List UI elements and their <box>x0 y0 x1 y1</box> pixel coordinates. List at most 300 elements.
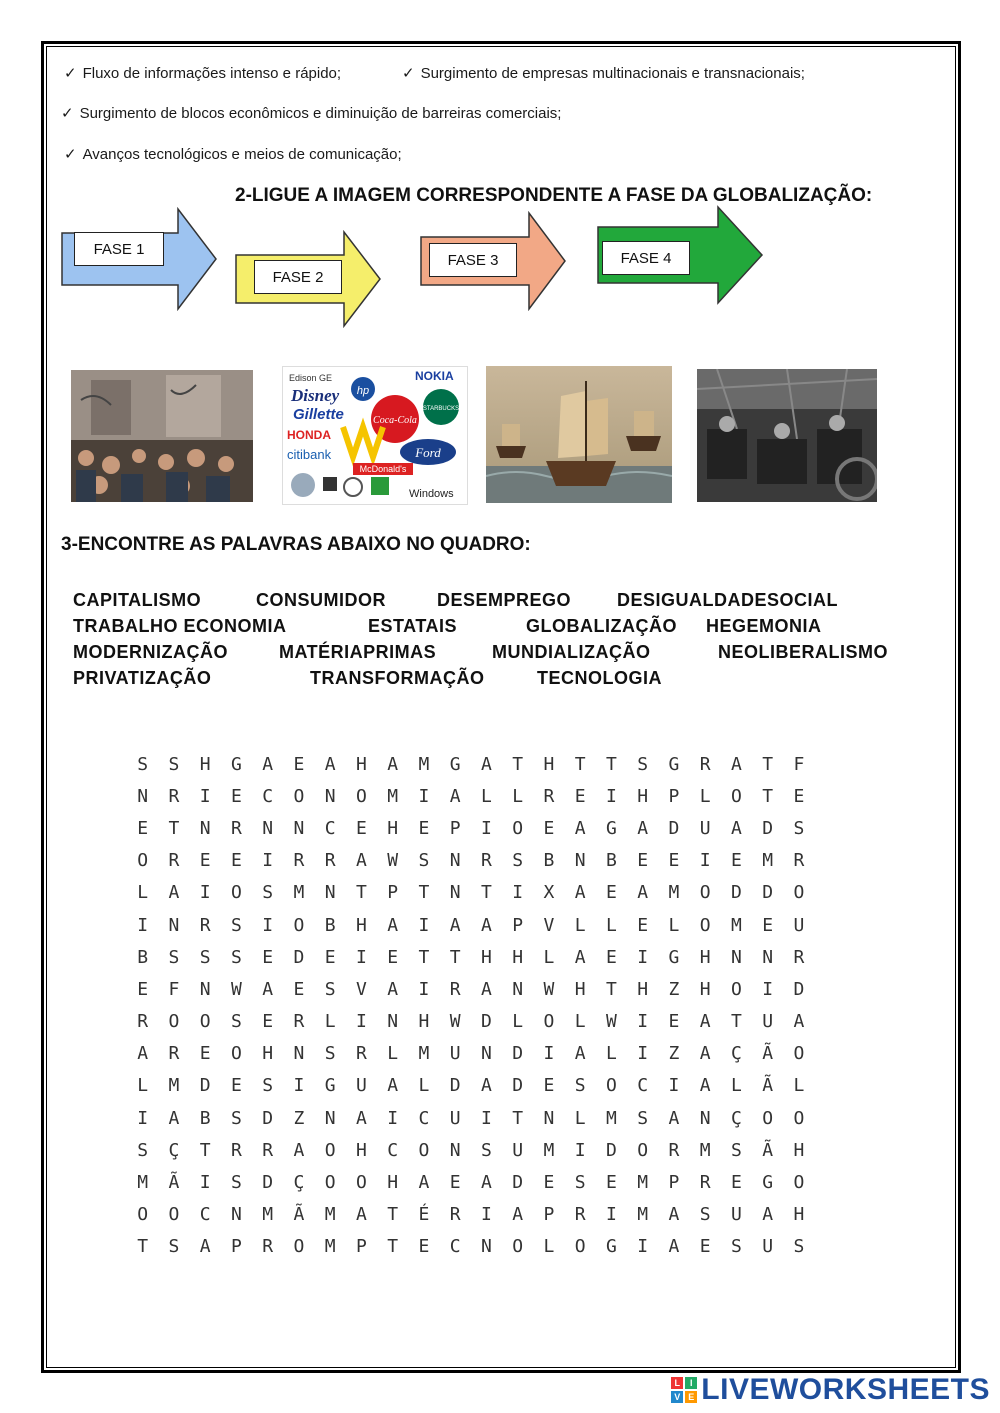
grid-cell[interactable]: S <box>137 1139 149 1161</box>
grid-cell[interactable]: E <box>730 850 742 872</box>
grid-cell[interactable]: T <box>355 882 367 904</box>
grid-cell[interactable]: D <box>199 1075 211 1097</box>
grid-cell[interactable]: E <box>637 914 649 936</box>
grid-cell[interactable]: O <box>730 785 742 807</box>
grid-cell[interactable]: H <box>355 753 367 775</box>
grid-cell[interactable]: E <box>543 817 555 839</box>
grid-cell[interactable]: S <box>418 850 430 872</box>
grid-cell[interactable]: E <box>418 1236 430 1258</box>
grid-cell[interactable]: N <box>449 850 461 872</box>
grid-cell[interactable]: A <box>574 882 586 904</box>
grid-cell[interactable]: N <box>324 785 336 807</box>
grid-cell[interactable]: R <box>668 1139 680 1161</box>
grid-cell[interactable]: A <box>699 1043 711 1065</box>
grid-cell[interactable]: R <box>449 1204 461 1226</box>
grid-cell[interactable]: D <box>512 1075 524 1097</box>
grid-cell[interactable]: M <box>605 1107 617 1129</box>
grid-cell[interactable]: R <box>168 850 180 872</box>
grid-cell[interactable]: T <box>199 1139 211 1161</box>
grid-cell[interactable]: A <box>480 1172 492 1194</box>
grid-cell[interactable]: A <box>355 1107 367 1129</box>
grid-cell[interactable]: I <box>199 785 211 807</box>
grid-cell[interactable]: A <box>262 978 274 1000</box>
grid-cell[interactable]: N <box>324 1107 336 1129</box>
grid-cell[interactable]: D <box>293 946 305 968</box>
grid-cell[interactable]: W <box>387 850 399 872</box>
grid-cell[interactable]: N <box>512 978 524 1000</box>
ships-painting[interactable] <box>486 366 672 503</box>
grid-cell[interactable]: T <box>387 1204 399 1226</box>
grid-cell[interactable]: P <box>387 882 399 904</box>
grid-cell[interactable]: U <box>355 1075 367 1097</box>
grid-cell[interactable]: M <box>168 1075 180 1097</box>
grid-cell[interactable]: E <box>137 978 149 1000</box>
grid-cell[interactable]: É <box>418 1204 430 1226</box>
grid-cell[interactable]: E <box>262 1011 274 1033</box>
grid-cell[interactable]: O <box>230 882 242 904</box>
grid-cell[interactable]: I <box>512 882 524 904</box>
grid-cell[interactable]: P <box>543 1204 555 1226</box>
grid-cell[interactable]: O <box>605 1075 617 1097</box>
grid-cell[interactable]: P <box>230 1236 242 1258</box>
grid-cell[interactable]: A <box>699 1075 711 1097</box>
grid-cell[interactable]: V <box>543 914 555 936</box>
grid-cell[interactable]: L <box>512 1011 524 1033</box>
grid-cell[interactable]: U <box>699 817 711 839</box>
grid-cell[interactable]: A <box>355 1204 367 1226</box>
grid-cell[interactable]: D <box>480 1011 492 1033</box>
grid-cell[interactable]: E <box>699 1236 711 1258</box>
grid-cell[interactable]: E <box>355 817 367 839</box>
grid-cell[interactable]: O <box>324 1139 336 1161</box>
grid-cell[interactable]: L <box>543 946 555 968</box>
grid-cell[interactable]: N <box>762 946 774 968</box>
grid-cell[interactable]: A <box>668 1107 680 1129</box>
grid-cell[interactable]: P <box>668 785 680 807</box>
grid-cell[interactable]: S <box>230 914 242 936</box>
grid-cell[interactable]: S <box>730 1236 742 1258</box>
grid-cell[interactable]: I <box>637 1236 649 1258</box>
grid-cell[interactable]: O <box>793 882 805 904</box>
grid-cell[interactable]: H <box>637 978 649 1000</box>
grid-cell[interactable]: R <box>293 1011 305 1033</box>
grid-cell[interactable]: N <box>543 1107 555 1129</box>
grid-cell[interactable]: B <box>605 850 617 872</box>
grid-cell[interactable]: S <box>168 1236 180 1258</box>
grid-cell[interactable]: U <box>730 1204 742 1226</box>
grid-cell[interactable]: E <box>230 1075 242 1097</box>
grid-cell[interactable]: N <box>324 882 336 904</box>
grid-cell[interactable]: L <box>418 1075 430 1097</box>
grid-cell[interactable]: T <box>512 1107 524 1129</box>
grid-cell[interactable]: I <box>699 850 711 872</box>
grid-cell[interactable]: O <box>637 1139 649 1161</box>
grid-cell[interactable]: A <box>480 978 492 1000</box>
grid-cell[interactable]: E <box>293 978 305 1000</box>
grid-cell[interactable]: H <box>387 817 399 839</box>
berlin-wall-photo[interactable] <box>71 370 253 502</box>
grid-cell[interactable]: A <box>699 1011 711 1033</box>
grid-cell[interactable]: L <box>730 1075 742 1097</box>
grid-cell[interactable]: E <box>199 1043 211 1065</box>
grid-cell[interactable]: U <box>512 1139 524 1161</box>
grid-cell[interactable]: D <box>512 1172 524 1194</box>
grid-cell[interactable]: D <box>668 817 680 839</box>
grid-cell[interactable]: H <box>199 753 211 775</box>
grid-cell[interactable]: A <box>480 753 492 775</box>
grid-cell[interactable]: T <box>574 753 586 775</box>
grid-cell[interactable]: I <box>262 914 274 936</box>
grid-cell[interactable]: S <box>262 882 274 904</box>
grid-cell[interactable]: L <box>480 785 492 807</box>
grid-cell[interactable]: O <box>574 1236 586 1258</box>
grid-cell[interactable]: S <box>168 753 180 775</box>
grid-cell[interactable]: I <box>480 1107 492 1129</box>
grid-cell[interactable]: M <box>324 1236 336 1258</box>
grid-cell[interactable]: H <box>262 1043 274 1065</box>
grid-cell[interactable]: O <box>230 1043 242 1065</box>
grid-cell[interactable]: G <box>324 1075 336 1097</box>
grid-cell[interactable]: A <box>293 1139 305 1161</box>
grid-cell[interactable]: M <box>543 1139 555 1161</box>
grid-cell[interactable]: C <box>324 817 336 839</box>
grid-cell[interactable]: T <box>512 753 524 775</box>
grid-cell[interactable]: Ç <box>168 1139 180 1161</box>
grid-cell[interactable]: A <box>762 1204 774 1226</box>
grid-cell[interactable]: A <box>574 946 586 968</box>
grid-cell[interactable]: E <box>418 817 430 839</box>
grid-cell[interactable]: D <box>762 882 774 904</box>
grid-cell[interactable]: I <box>355 946 367 968</box>
grid-cell[interactable]: A <box>449 914 461 936</box>
grid-cell[interactable]: T <box>418 882 430 904</box>
grid-cell[interactable]: B <box>199 1107 211 1129</box>
grid-cell[interactable]: U <box>793 914 805 936</box>
grid-cell[interactable]: H <box>512 946 524 968</box>
grid-cell[interactable]: H <box>637 785 649 807</box>
grid-cell[interactable]: O <box>168 1204 180 1226</box>
grid-cell[interactable]: P <box>449 817 461 839</box>
grid-cell[interactable]: I <box>480 1204 492 1226</box>
grid-cell[interactable]: W <box>230 978 242 1000</box>
grid-cell[interactable]: M <box>699 1139 711 1161</box>
grid-cell[interactable]: N <box>262 817 274 839</box>
grid-cell[interactable]: A <box>480 1075 492 1097</box>
grid-cell[interactable]: E <box>449 1172 461 1194</box>
grid-cell[interactable]: M <box>324 1204 336 1226</box>
grid-cell[interactable]: O <box>543 1011 555 1033</box>
grid-cell[interactable]: O <box>293 785 305 807</box>
grid-cell[interactable]: T <box>137 1236 149 1258</box>
grid-cell[interactable]: S <box>230 1107 242 1129</box>
grid-cell[interactable]: N <box>293 1043 305 1065</box>
grid-cell[interactable]: C <box>262 785 274 807</box>
grid-cell[interactable]: I <box>418 785 430 807</box>
grid-cell[interactable]: M <box>637 1172 649 1194</box>
grid-cell[interactable]: S <box>230 1011 242 1033</box>
grid-cell[interactable]: O <box>293 914 305 936</box>
grid-cell[interactable]: H <box>793 1204 805 1226</box>
grid-cell[interactable]: S <box>574 1172 586 1194</box>
grid-cell[interactable]: N <box>199 978 211 1000</box>
grid-cell[interactable]: E <box>668 1011 680 1033</box>
grid-cell[interactable]: S <box>699 1204 711 1226</box>
grid-cell[interactable]: E <box>262 946 274 968</box>
grid-cell[interactable]: M <box>293 882 305 904</box>
grid-cell[interactable]: W <box>605 1011 617 1033</box>
grid-cell[interactable]: A <box>637 817 649 839</box>
grid-cell[interactable]: C <box>449 1236 461 1258</box>
grid-cell[interactable]: I <box>637 1011 649 1033</box>
grid-cell[interactable]: G <box>230 753 242 775</box>
grid-cell[interactable]: P <box>355 1236 367 1258</box>
grid-cell[interactable]: I <box>137 1107 149 1129</box>
grid-cell[interactable]: N <box>137 785 149 807</box>
grid-cell[interactable]: G <box>449 753 461 775</box>
grid-cell[interactable]: H <box>387 1172 399 1194</box>
grid-cell[interactable]: O <box>793 1172 805 1194</box>
grid-cell[interactable]: I <box>637 1043 649 1065</box>
grid-cell[interactable]: S <box>324 1043 336 1065</box>
grid-cell[interactable]: Ç <box>730 1043 742 1065</box>
grid-cell[interactable]: Ç <box>293 1172 305 1194</box>
grid-cell[interactable]: R <box>230 1139 242 1161</box>
grid-cell[interactable]: R <box>199 914 211 936</box>
grid-cell[interactable]: T <box>418 946 430 968</box>
grid-cell[interactable]: L <box>137 882 149 904</box>
grid-cell[interactable]: D <box>793 978 805 1000</box>
grid-cell[interactable]: S <box>199 946 211 968</box>
grid-cell[interactable]: Ã <box>293 1204 305 1226</box>
grid-cell[interactable]: M <box>418 1043 430 1065</box>
grid-cell[interactable]: H <box>793 1139 805 1161</box>
grid-cell[interactable]: L <box>324 1011 336 1033</box>
grid-cell[interactable]: I <box>480 817 492 839</box>
grid-cell[interactable]: A <box>668 1204 680 1226</box>
grid-cell[interactable]: N <box>293 817 305 839</box>
grid-cell[interactable]: U <box>449 1043 461 1065</box>
grid-cell[interactable]: T <box>168 817 180 839</box>
grid-cell[interactable]: R <box>574 1204 586 1226</box>
grid-cell[interactable]: N <box>449 1139 461 1161</box>
grid-cell[interactable]: N <box>574 850 586 872</box>
grid-cell[interactable]: U <box>762 1011 774 1033</box>
grid-cell[interactable]: O <box>793 1107 805 1129</box>
grid-cell[interactable]: E <box>730 1172 742 1194</box>
grid-cell[interactable]: C <box>637 1075 649 1097</box>
grid-cell[interactable]: L <box>793 1075 805 1097</box>
grid-cell[interactable]: H <box>418 1011 430 1033</box>
grid-cell[interactable]: T <box>605 978 617 1000</box>
grid-cell[interactable]: S <box>730 1139 742 1161</box>
grid-cell[interactable]: T <box>762 785 774 807</box>
grid-cell[interactable]: V <box>355 978 367 1000</box>
grid-cell[interactable]: Z <box>668 1043 680 1065</box>
grid-cell[interactable]: S <box>230 946 242 968</box>
grid-cell[interactable]: E <box>605 946 617 968</box>
grid-cell[interactable]: N <box>449 882 461 904</box>
grid-cell[interactable]: I <box>293 1075 305 1097</box>
brand-logos-collage[interactable] <box>282 366 468 505</box>
grid-cell[interactable]: S <box>137 753 149 775</box>
grid-cell[interactable]: M <box>418 753 430 775</box>
grid-cell[interactable]: L <box>668 914 680 936</box>
grid-cell[interactable]: H <box>574 978 586 1000</box>
grid-cell[interactable]: M <box>637 1204 649 1226</box>
grid-cell[interactable]: D <box>262 1172 274 1194</box>
grid-cell[interactable]: O <box>355 785 367 807</box>
grid-cell[interactable]: N <box>168 914 180 936</box>
grid-cell[interactable]: N <box>199 817 211 839</box>
grid-cell[interactable]: A <box>137 1043 149 1065</box>
grid-cell[interactable]: S <box>230 1172 242 1194</box>
grid-cell[interactable]: P <box>512 914 524 936</box>
grid-cell[interactable]: I <box>762 978 774 1000</box>
grid-cell[interactable]: I <box>637 946 649 968</box>
grid-cell[interactable]: A <box>574 817 586 839</box>
grid-cell[interactable]: A <box>262 753 274 775</box>
grid-cell[interactable]: R <box>793 850 805 872</box>
grid-cell[interactable]: A <box>574 1043 586 1065</box>
grid-cell[interactable]: A <box>387 914 399 936</box>
grid-cell[interactable]: B <box>324 914 336 936</box>
grid-cell[interactable]: L <box>387 1043 399 1065</box>
grid-cell[interactable]: Ç <box>730 1107 742 1129</box>
fase-3-label[interactable]: FASE 3 <box>429 243 517 277</box>
grid-cell[interactable]: O <box>762 1107 774 1129</box>
grid-cell[interactable]: H <box>480 946 492 968</box>
grid-cell[interactable]: Ã <box>762 1075 774 1097</box>
grid-cell[interactable]: O <box>137 1204 149 1226</box>
grid-cell[interactable]: I <box>199 1172 211 1194</box>
grid-cell[interactable]: Z <box>293 1107 305 1129</box>
grid-cell[interactable]: S <box>793 817 805 839</box>
grid-cell[interactable]: N <box>230 1204 242 1226</box>
grid-cell[interactable]: S <box>480 1139 492 1161</box>
grid-cell[interactable]: B <box>137 946 149 968</box>
grid-cell[interactable]: D <box>262 1107 274 1129</box>
grid-cell[interactable]: M <box>387 785 399 807</box>
grid-cell[interactable]: R <box>480 850 492 872</box>
fase-4-label[interactable]: FASE 4 <box>602 241 690 275</box>
grid-cell[interactable]: I <box>543 1043 555 1065</box>
grid-cell[interactable]: X <box>543 882 555 904</box>
grid-cell[interactable]: E <box>387 946 399 968</box>
grid-cell[interactable]: A <box>637 882 649 904</box>
grid-cell[interactable]: O <box>793 1043 805 1065</box>
grid-cell[interactable]: N <box>699 1107 711 1129</box>
grid-cell[interactable]: G <box>762 1172 774 1194</box>
grid-cell[interactable]: E <box>668 850 680 872</box>
grid-cell[interactable]: A <box>480 914 492 936</box>
grid-cell[interactable]: I <box>574 1139 586 1161</box>
grid-cell[interactable]: S <box>324 978 336 1000</box>
grid-cell[interactable]: Z <box>668 978 680 1000</box>
grid-cell[interactable]: A <box>449 785 461 807</box>
grid-cell[interactable]: O <box>355 1172 367 1194</box>
grid-cell[interactable]: R <box>137 1011 149 1033</box>
grid-cell[interactable]: E <box>793 785 805 807</box>
grid-cell[interactable]: T <box>480 882 492 904</box>
grid-cell[interactable]: I <box>605 1204 617 1226</box>
grid-cell[interactable]: R <box>168 785 180 807</box>
grid-cell[interactable]: H <box>699 978 711 1000</box>
grid-cell[interactable]: E <box>605 882 617 904</box>
grid-cell[interactable]: E <box>293 753 305 775</box>
grid-cell[interactable]: A <box>730 817 742 839</box>
grid-cell[interactable]: L <box>512 785 524 807</box>
grid-cell[interactable]: N <box>387 1011 399 1033</box>
grid-cell[interactable]: A <box>730 753 742 775</box>
grid-cell[interactable]: G <box>668 946 680 968</box>
grid-cell[interactable]: Ã <box>762 1043 774 1065</box>
grid-cell[interactable]: M <box>137 1172 149 1194</box>
grid-cell[interactable]: Ã <box>168 1172 180 1194</box>
grid-cell[interactable]: T <box>387 1236 399 1258</box>
grid-cell[interactable]: C <box>199 1204 211 1226</box>
grid-cell[interactable]: D <box>512 1043 524 1065</box>
grid-cell[interactable]: W <box>449 1011 461 1033</box>
grid-cell[interactable]: R <box>543 785 555 807</box>
grid-cell[interactable]: S <box>512 850 524 872</box>
grid-cell[interactable]: H <box>355 1139 367 1161</box>
grid-cell[interactable]: E <box>543 1172 555 1194</box>
grid-cell[interactable]: C <box>418 1107 430 1129</box>
grid-cell[interactable]: D <box>762 817 774 839</box>
grid-cell[interactable]: I <box>387 1107 399 1129</box>
grid-cell[interactable]: R <box>699 1172 711 1194</box>
grid-cell[interactable]: H <box>699 946 711 968</box>
grid-cell[interactable]: I <box>355 1011 367 1033</box>
grid-cell[interactable]: I <box>668 1075 680 1097</box>
grid-cell[interactable]: R <box>230 817 242 839</box>
grid-cell[interactable]: R <box>355 1043 367 1065</box>
grid-cell[interactable]: I <box>199 882 211 904</box>
word-search-grid[interactable] <box>127 748 815 1263</box>
grid-cell[interactable]: R <box>699 753 711 775</box>
grid-cell[interactable]: O <box>199 1011 211 1033</box>
grid-cell[interactable]: Ã <box>762 1139 774 1161</box>
grid-cell[interactable]: A <box>418 1172 430 1194</box>
grid-cell[interactable]: M <box>730 914 742 936</box>
grid-cell[interactable]: G <box>668 753 680 775</box>
grid-cell[interactable]: L <box>574 914 586 936</box>
grid-cell[interactable]: R <box>324 850 336 872</box>
grid-cell[interactable]: C <box>387 1139 399 1161</box>
grid-cell[interactable]: I <box>418 914 430 936</box>
grid-cell[interactable]: R <box>262 1139 274 1161</box>
grid-cell[interactable]: I <box>418 978 430 1000</box>
grid-cell[interactable]: A <box>168 1107 180 1129</box>
factory-photo[interactable] <box>697 369 877 502</box>
grid-cell[interactable]: S <box>637 753 649 775</box>
grid-cell[interactable]: N <box>480 1043 492 1065</box>
grid-cell[interactable]: A <box>168 882 180 904</box>
grid-cell[interactable]: I <box>605 785 617 807</box>
grid-cell[interactable]: L <box>137 1075 149 1097</box>
grid-cell[interactable]: A <box>512 1204 524 1226</box>
grid-cell[interactable]: D <box>449 1075 461 1097</box>
grid-cell[interactable]: N <box>730 946 742 968</box>
grid-cell[interactable]: D <box>605 1139 617 1161</box>
grid-cell[interactable]: U <box>762 1236 774 1258</box>
grid-cell[interactable]: E <box>543 1075 555 1097</box>
grid-cell[interactable]: E <box>230 785 242 807</box>
grid-cell[interactable]: E <box>762 914 774 936</box>
grid-cell[interactable]: W <box>543 978 555 1000</box>
grid-cell[interactable]: P <box>668 1172 680 1194</box>
grid-cell[interactable]: R <box>168 1043 180 1065</box>
